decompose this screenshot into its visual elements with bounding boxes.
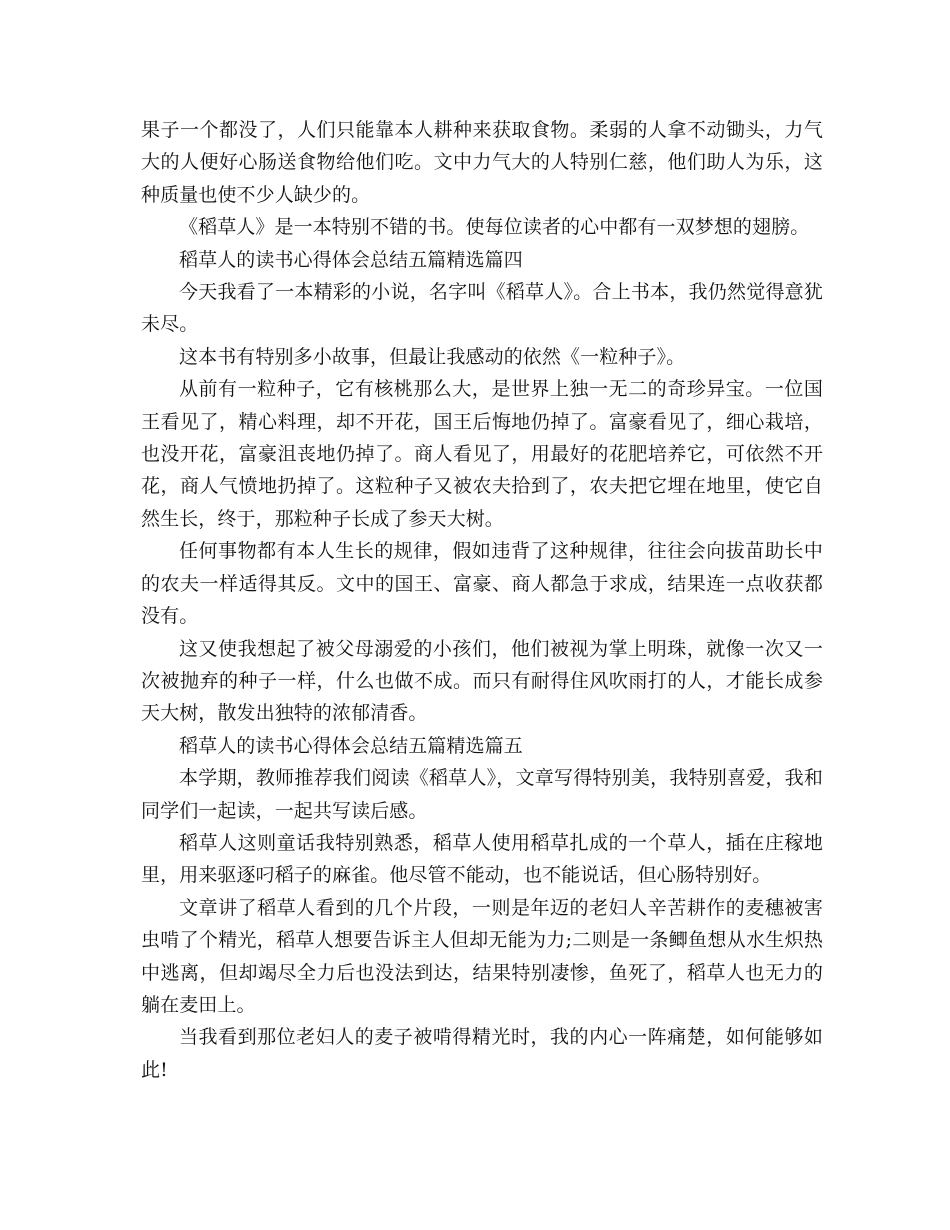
- paragraph: 这本书有特别多小故事，但最让我感动的依然《一粒种子》。: [179, 345, 686, 368]
- paragraph: 今天我看了一本精彩的小说，名字叫《稻草人》。合上书本，我仍然觉得意犹未尽。: [141, 281, 823, 336]
- paragraph: 这又使我想起了被父母溺爱的小孩们，他们被视为掌上明珠，就像一次又一次被抛弃的种子一样，什么也做不成。而只有耐得住风吹雨打的人，才能长成参天大树，散发出独特的浓郁清香。: [141, 637, 823, 725]
- section-heading: 稻草人的读书心得体会总结五篇精选篇五: [179, 734, 523, 757]
- paragraph-continuation: 果子一个都没了，人们只能靠本人耕种来获取食物。柔弱的人拿不动锄头，力气大的人便好心肠送食物给他们吃。文中力气大的人特别仁慈，他们助人为乐，这种质量也使不少人缺少的。: [141, 119, 823, 206]
- paragraph: 文章讲了稻草人看到的几个片段，一则是年迈的老妇人辛苦耕作的麦穗被害虫啃了个精光，稻草人想要告诉主人但却无能为力;二则是一条鲫鱼想从水生炽热中逃离，但却竭尽全力后也没法到达，结果特别凄惨，鱼死了，稻草人也无力的躺在麦田上。: [141, 896, 823, 1016]
- paragraph: 本学期，教师推荐我们阅读《稻草人》，文章写得特别美，我特别喜爱，我和同学们一起读，一起共写读后感。: [141, 767, 823, 822]
- paragraph: 从前有一粒种子，它有核桃那么大，是世界上独一无二的奇珍异宝。一位国王看见了，精心料理，却不开花，国王后悔地仍掉了。富豪看见了，细心栽培，也没开花，富豪沮丧地仍掉了。商人看见了，用最好的花肥培养它，可依然不开花，商人气愤地扔掉了。这粒种子又被农夫拾到了，农夫把它埋在地里，使它自然生长，终于，那粒种子长成了参天大树。: [141, 378, 823, 530]
- paragraph: 任何事物都有本人生长的规律，假如违背了这种规律，往往会向拔苗助长中的农夫一样适得其反。文中的国王、富豪、商人都急于求成，结果连一点收获都没有。: [141, 540, 823, 628]
- paragraph: 当我看到那位老妇人的麦子被啃得精光时，我的内心一阵痛楚，如何能够如此!: [141, 1026, 823, 1081]
- paragraph: 稻草人这则童话我特别熟悉，稻草人使用稻草扎成的一个草人，插在庄稼地里，用来驱逐叼稻子的麻雀。他尽管不能动，也不能说话，但心肠特别好。: [141, 831, 823, 887]
- section-heading: 稻草人的读书心得体会总结五篇精选篇四: [179, 248, 523, 271]
- paragraph: 《稻草人》是一本特别不错的书。使每位读者的心中都有一双梦想的翅膀。: [179, 216, 810, 239]
- document-body: [141, 114, 823, 1086]
